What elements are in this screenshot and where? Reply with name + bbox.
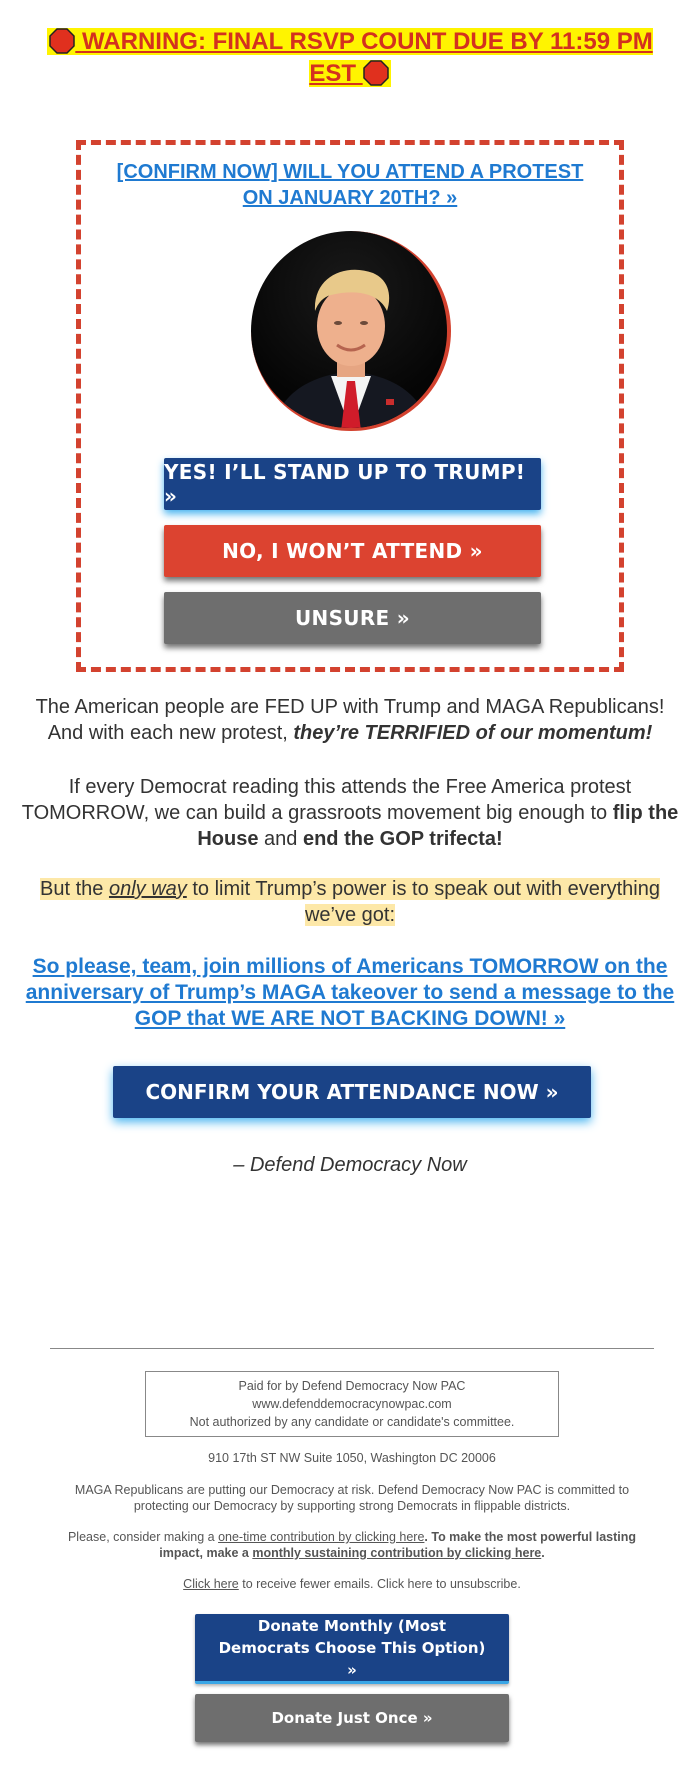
warning-banner [40,26,660,90]
unsubscribe-line [50,1576,654,1592]
only-way-text-a: But the [40,878,109,900]
donate-monthly-button[interactable]: Donate Monthly (Most Democrats Choose This Option) » [195,1614,509,1684]
portrait-illustration [251,231,451,431]
pac-mission: MAGA Republicans are putting our Democracy at risk. Defend Democracy Now PAC is committed to protecting our Democracy by supporting strong Democrats in flippable districts. [74,1483,630,1513]
rsvp-box [76,140,624,672]
unsubscribe-text: to receive fewer emails. Click here to unsubscribe. [238,1577,521,1591]
flip-house-emphasis: flip the House [197,802,679,850]
warning-text: WARNING: FINAL RSVP COUNT DUE BY 11:59 PM EST [81,28,653,87]
end-trifecta-emphasis: end the GOP trifecta! [302,828,503,850]
candidate-portrait[interactable] [251,231,451,431]
rsvp-yes-button[interactable]: YES! I’LL STAND UP TO TRUMP! » [164,458,541,510]
paragraph-only-way [20,876,680,928]
donate-once-button[interactable]: Donate Just Once » [195,1694,509,1742]
one-time-contribution-link[interactable]: one-time contribution by clicking here [218,1530,425,1544]
signature: – Defend Democracy Now [233,1154,467,1176]
paragraph-protest-text: If every Democrat reading this attends the Free America protest TOMORROW, we can build a grassroots movement big enough to [21,776,632,824]
paragraph-protest-and: and [258,828,303,850]
warning-highlight [47,28,652,87]
paragraph-fed-up-text: The American people are FED UP with Trump and MAGA Republicans! And with each new protest, [35,696,665,744]
contrib-text-a: Please, consider making a [67,1530,219,1544]
pac-address: 910 17th ST NW Suite 1050, Washington DC 20006 [208,1451,496,1465]
rsvp-question-link[interactable]: [CONFIRM NOW] WILL YOU ATTEND A PROTEST ON JANUARY 20TH? » [116,161,584,209]
paid-for-disclaimer [145,1371,559,1437]
footer-divider [50,1348,654,1349]
email-page [0,26,700,1727]
only-way-highlight [40,878,660,926]
paid-for-line: Paid for by Defend Democracy Now PAC [238,1379,466,1393]
only-way-emphasis: only way [108,878,187,900]
contrib-text-b: . To make the most powerful lasting impact, make a [159,1530,637,1560]
contribution-appeal [50,1529,654,1561]
not-authorized-line: Not authorized by any candidate or candidate's committee. [189,1415,515,1429]
monthly-contribution-link[interactable]: monthly sustaining contribution by clicking here [252,1546,542,1560]
join-millions-link[interactable]: So please, team, join millions of Americans TOMORROW on the anniversary of Trump’s MAGA takeover to send a message to the GOP that WE ARE NOT BACKING DOWN! » [25,955,675,1030]
rsvp-unsure-button[interactable]: UNSURE » [164,592,541,644]
confirm-attendance-button[interactable]: CONFIRM YOUR ATTENDANCE NOW » [113,1066,591,1118]
stop-sign-icon [363,60,389,86]
fewer-emails-link[interactable]: Click here [183,1577,239,1591]
only-way-text-b: to limit Trump’s power is to speak out with everything we’ve got: [186,878,660,926]
rsvp-no-button[interactable]: NO, I WON’T ATTEND » [164,525,541,577]
paragraph-fed-up [20,694,680,746]
paragraph-protest-tomorrow [20,774,680,852]
stop-sign-icon [49,28,75,54]
contrib-text-c: . [541,1546,545,1560]
paragraph-fed-up-emphasis: they’re TERRIFIED of our momentum! [293,722,653,744]
pac-website[interactable]: www.defenddemocracynowpac.com [252,1397,452,1411]
